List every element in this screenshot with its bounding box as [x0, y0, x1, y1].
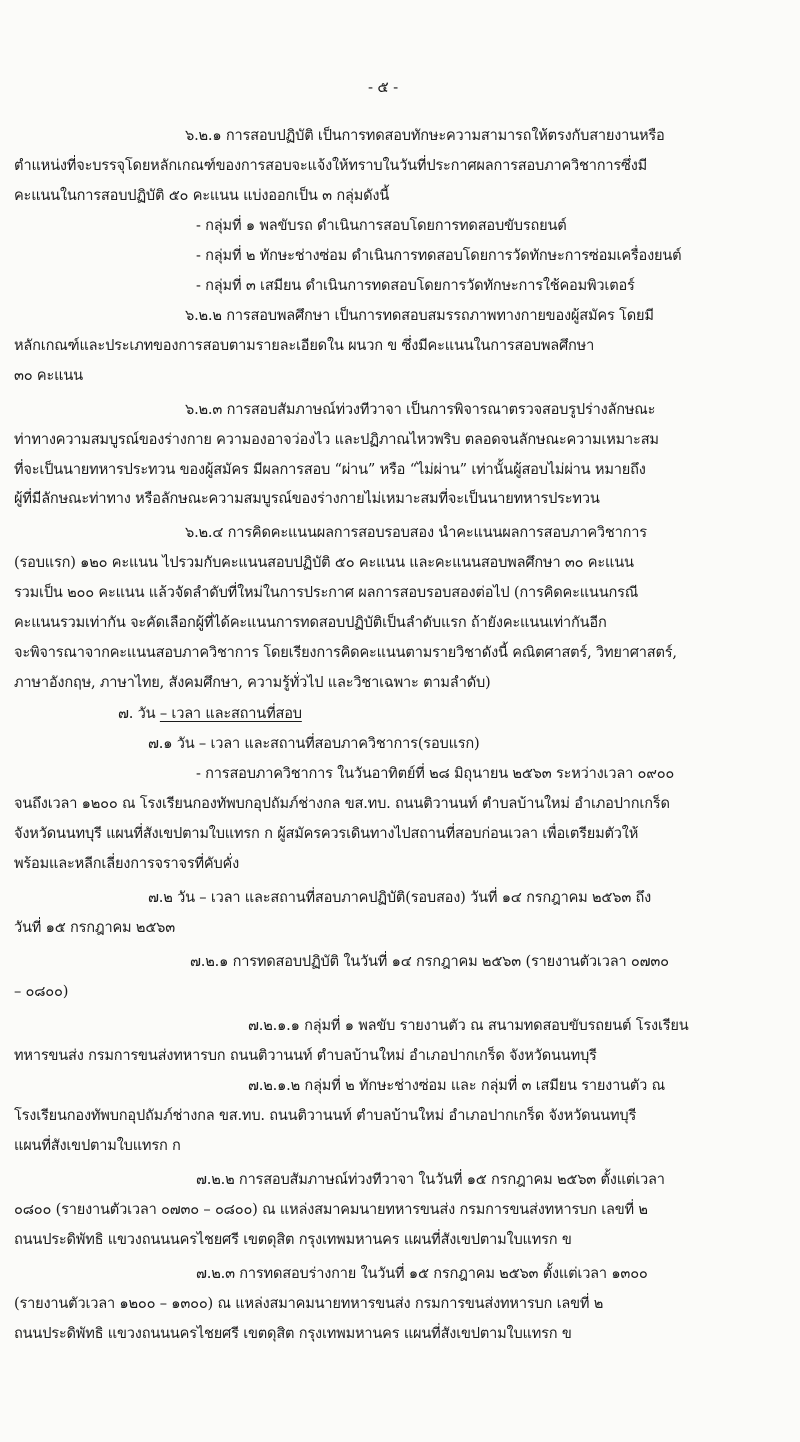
text-line: ภาษาอังกฤษ, ภาษาไทย, สังคมศึกษา, ความรู้ทั่วไป และวิชาเฉพาะ ตามลำดับ) [14, 674, 491, 691]
text-line: - กลุ่มที่ ๓ เสมียน ดำเนินการทดสอบโดยการวัดทักษะการใช้คอมพิวเตอร์ [196, 277, 635, 294]
text-line: จนถึงเวลา ๑๒๐๐ ณ โรงเรียนกองทัพบกอุปถัมภ์ช่างกล ขส.ทบ. ถนนติวานนท์ ตำบลบ้านใหม่ อำเภอปากเกร็ด [14, 795, 670, 812]
section-heading-underlined: – เวลา และสถานที่สอบ [159, 705, 302, 722]
text-line: ๗.๒ วัน – เวลา และสถานที่สอบภาคปฏิบัติ(รอบสอง) วันที่ ๑๔ กรกฎาคม ๒๕๖๓ ถึง [148, 889, 652, 906]
text-line: วันที่ ๑๕ กรกฎาคม ๒๕๖๓ [14, 919, 176, 936]
text-line: ๗.๒.๑.๒ กลุ่มที่ ๒ ทักษะช่างซ่อม และ กลุ่มที่ ๓ เสมียน รายงานตัว ณ [248, 1077, 665, 1094]
text-line: ๗.๒.๒ การสอบสัมภาษณ์ท่วงทีวาจา ในวันที่ ๑๕ กรกฎาคม ๒๕๖๓ ตั้งแต่เวลา [196, 1171, 665, 1188]
text-line: ถนนประดิพัทธิ แขวงถนนนครไชยศรี เขตดุสิต กรุงเทพมหานคร แผนที่สังเขปตามใบแทรก ข [14, 1325, 572, 1342]
text-line: ๖.๒.๔ การคิดคะแนนผลการสอบรอบสอง นำคะแนนผลการสอบภาควิชาการ [185, 524, 647, 541]
text-line: ทหารขนส่ง กรมการขนส่งทหารบก ถนนติวานนท์ ตำบลบ้านใหม่ อำเภอปากเกร็ด จังหวัดนนทบุรี [14, 1047, 597, 1064]
text-line: ๖.๒.๑ การสอบปฏิบัติ เป็นการทดสอบทักษะความสามารถให้ตรงกับสายงานหรือ [185, 127, 665, 144]
text-line: ๐๘๐๐ (รายงานตัวเวลา ๐๗๓๐ – ๐๘๐๐) ณ แหล่งสมาคมนายทหารขนส่ง กรมการขนส่งทหารบก เลขที่ ๒ [14, 1201, 648, 1218]
text-line: ๓๐ คะแนน [14, 367, 83, 384]
text-line: ๖.๒.๓ การสอบสัมภาษณ์ท่วงทีวาจา เป็นการพิจารณาตรวจสอบรูปร่างลักษณะ [185, 401, 656, 418]
text-line: รวมเป็น ๒๐๐ คะแนน แล้วจัดลำดับที่ใหม่ในการประกาศ ผลการสอบรอบสองต่อไป (การคิดคะแนนกรณี [14, 584, 639, 601]
section-heading-7 [118, 704, 302, 724]
text-line: ๗.๒.๓ การทดสอบร่างกาย ในวันที่ ๑๕ กรกฎาคม ๒๕๖๓ ตั้งแต่เวลา ๑๓๐๐ [196, 1265, 648, 1282]
text-line: หลักเกณฑ์และประเภทของการสอบตามรายละเอียดใน ผนวก ข ซึ่งมีคะแนนในการสอบพลศึกษา [14, 337, 595, 354]
text-line: จะพิจารณาจากคะแนนสอบภาควิชาการ โดยเรียงการคิดคะแนนตามรายวิชาดังนี้ คณิตศาสตร์, วิทยาศาสตร์, [14, 644, 677, 661]
text-line: - กลุ่มที่ ๒ ทักษะช่างซ่อม ดำเนินการทดสอบโดยการวัดทักษะการซ่อมเครื่องยนต์ [196, 247, 682, 264]
text-line: พร้อมและหลีกเลี่ยงการจราจรที่คับคั่ง [14, 855, 240, 872]
text-line: ตำแหน่งที่จะบรรจุโดยหลักเกณฑ์ของการสอบจะแจ้งให้ทราบในวันที่ประกาศผลการสอบภาควิชาการซึ่งมี [14, 157, 648, 174]
text-line: ๗.๑ วัน – เวลา และสถานที่สอบภาควิชาการ(รอบแรก) [148, 735, 480, 752]
text-line: (รายงานตัวเวลา ๑๒๐๐ – ๑๓๐๐) ณ แหล่งสมาคมนายทหารขนส่ง กรมการขนส่งทหารบก เลขที่ ๒ [14, 1295, 604, 1312]
text-line: ที่จะเป็นนายทหารประทวน ของผู้สมัคร มีผลการสอบ “ผ่าน” หรือ “ไม่ผ่าน” เท่านั้นผู้สอบไม่ผ่าน หมายถึง [14, 461, 646, 478]
text-line: คะแนนรวมเท่ากัน จะคัดเลือกผู้ที่ได้คะแนนการทดสอบปฏิบัติเป็นลำดับแรก ถ้ายังคะแนนเท่ากันอีก [14, 614, 607, 631]
text-line: ๗.๒.๑ การทดสอบปฏิบัติ ในวันที่ ๑๔ กรกฎาคม ๒๕๖๓ (รายงานตัวเวลา ๐๗๓๐ [190, 953, 669, 970]
text-line: ผู้ที่มีลักษณะท่าทาง หรือลักษณะความสมบูรณ์ของร่างกายไม่เหมาะสมที่จะเป็นนายทหารประทวน [14, 490, 600, 507]
text-line: - กลุ่มที่ ๑ พลขับรถ ดำเนินการสอบโดยการทดสอบขับรถยนต์ [196, 217, 567, 234]
text-line: ๖.๒.๒ การสอบพลศึกษา เป็นการทดสอบสมรรถภาพทางกายของผู้สมัคร โดยมี [185, 307, 654, 324]
text-line: – ๐๘๐๐) [14, 983, 69, 1000]
text-line: ท่าทางความสมบูรณ์ของร่างกาย ความองอาจว่องไว และปฏิภาณไหวพริบ ตลอดจนลักษณะความเหมาะสม [14, 431, 659, 448]
text-line: คะแนนในการสอบปฏิบัติ ๕๐ คะแนน แบ่งออกเป็น ๓ กลุ่มดังนี้ [14, 187, 390, 204]
text-line: ถนนประดิพัทธิ แขวงถนนนครไชยศรี เขตดุสิต กรุงเทพมหานคร แผนที่สังเขปตามใบแทรก ข [14, 1231, 572, 1248]
text-line: (รอบแรก) ๑๒๐ คะแนน ไปรวมกับคะแนนสอบปฏิบัติ ๕๐ คะแนน และคะแนนสอบพลศึกษา ๓๐ คะแนน [14, 554, 634, 571]
text-line: - การสอบภาควิชาการ ในวันอาทิตย์ที่ ๒๘ มิถุนายน ๒๕๖๓ ระหว่างเวลา ๐๙๐๐ [196, 765, 675, 782]
text-line: โรงเรียนกองทัพบกอุปถัมภ์ช่างกล ขส.ทบ. ถนนติวานนท์ ตำบลบ้านใหม่ อำเภอปากเกร็ด จังหวัดนนทบุรี [14, 1107, 637, 1124]
text-line: จังหวัดนนทบุรี แผนที่สังเขปตามใบแทรก ก ผู้สมัครควรเดินทางไปสถานที่สอบก่อนเวลา เพื่อเตรียมตัวให้ [14, 825, 639, 842]
section-heading-prefix: ๗. วัน [118, 705, 160, 722]
text-line: แผนที่สังเขปตามใบแทรก ก [14, 1137, 181, 1154]
text-line: ๗.๒.๑.๑ กลุ่มที่ ๑ พลขับ รายงานตัว ณ สนามทดสอบขับรถยนต์ โรงเรียน [248, 1017, 689, 1034]
page-number: - ๕ - [368, 78, 399, 96]
